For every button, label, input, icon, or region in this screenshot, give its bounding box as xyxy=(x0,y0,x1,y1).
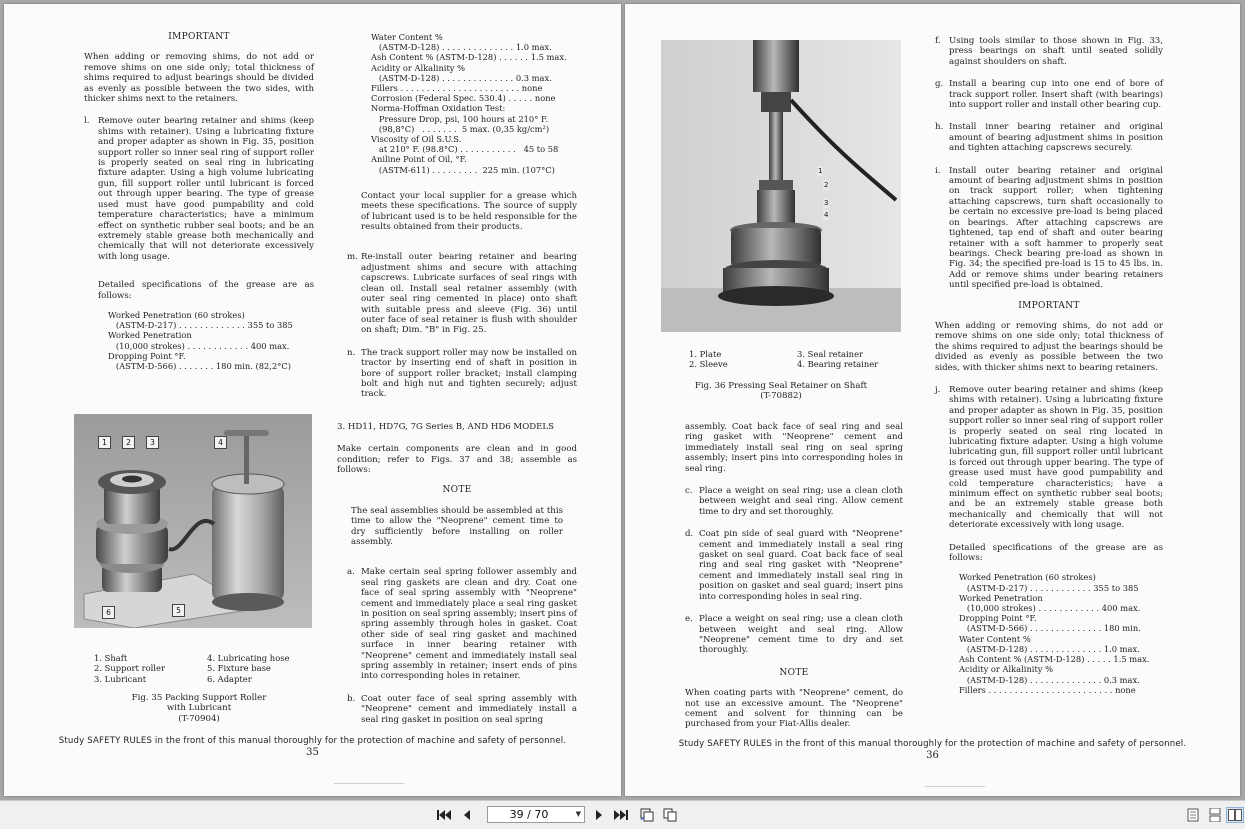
step-text: Remove outer bearing retainer and shims (keep shims with retainer). Using a lubricating fixture and proper adapter as shown in Fig. 35, position support roller so inner seal ring of support roller is properly seated on seal ring in lubricating fixture adapter. Using a high volume lubricating gun, fill support roller until lubricant is forced out through upper bearing. The type of grease used must have good pumpability and cold temperature characteristics; have a minimum effect on synthetic rubber seal boots; and be an extremely stable grease both mechanically and chemically that will not deteriorate excessively with long usage. xyxy=(98,116,314,262)
two-page-view-button[interactable] xyxy=(1226,807,1244,823)
legend-item: 5. Fixture base xyxy=(207,663,271,674)
continuous-page-icon xyxy=(1209,808,1221,822)
continuous-view-button[interactable] xyxy=(1206,807,1224,823)
prev-page-icon xyxy=(463,809,471,821)
legend-item: 6. Adapter xyxy=(207,673,252,684)
fit-page-button[interactable] xyxy=(638,807,656,823)
step-a: a. Make certain seal spring follower assembly and seal ring gaskets are clean and dry. Coat one face of seal spring assembly with "Neoprene" cement and immediately place a seal ring gasket in position on seal spring assembly; insert pins of spring assembly through holes in gasket. Coat other side of seal ring gasket and machined surface in inner bearing retainer with "Neoprene" cement and immediately install seal spring assembly in retainer; insert ends of pins into corresponding holes in retainer. xyxy=(347,567,577,682)
important-text: When adding or removing shims, do not add or remove shims on one side only; total thickness of the shims required to adjust the bearings should be divided as evenly as possible between the two sides, with thicker shims next to bearing retainers. xyxy=(935,320,1163,373)
fig35-photo xyxy=(74,414,312,628)
next-page-button[interactable] xyxy=(590,807,608,823)
step-m: m. Re-install outer bearing retainer and bearing adjustment shims and secure with attaching capscrews. Lubricate surfaces of seal rings with clean oil. Install seal retainer assembly (with outer seal ring cemented in place) onto shaft with suitable press and sleeve (Fig. 36) until outer face of seal retainer is flush with shoulder on shaft; Dim. "B" in Fig. 25. xyxy=(347,252,577,336)
fig36-caption: Fig. 36 Pressing Seal Retainer on Shaft (T-70882) xyxy=(694,381,868,402)
step-label: l. xyxy=(84,116,90,127)
fig35-callout-4: 4 xyxy=(214,436,227,449)
copy-button[interactable] xyxy=(661,807,679,823)
fig36-callout-3: 3 xyxy=(824,199,829,207)
grease-specs: Worked Penetration (60 strokes) (ASTM-D-217) . . . . . . . . . . . . 355 to 385 Worked Penetration (10,000 strokes) . . . . . . . . . . . . 400 max. Dropping Point °F. (ASTM-D-566) . . . . . . . . . . . . . . 180 min. Water Content % (ASTM-D-128) . . . . . . . . . . . . . . 1.0 max. Ash Content % (ASTM-D-128) . . . . . 1.5 max. Acidity or Alkalinity % (ASTM-D-128) . . . . . . . . . . . . . . 0.3 max. Fillers . . . . . . . . . . . . . . . . . . . . . . . . none xyxy=(959,572,1150,695)
last-page-icon xyxy=(614,809,628,821)
fig35-callout-5: 5 xyxy=(172,604,185,617)
fig36-legend: 1. Plate 3. Seal retainer 2. Sleeve 4. Bearing retainer xyxy=(689,349,879,370)
step-h: h. Install inner bearing retainer and original amount of bearing adjustment shims in position and tighten attaching capscrews securely. xyxy=(935,122,1163,154)
legend-item: 2. Support roller xyxy=(94,663,165,674)
continued-text: assembly. Coat back face of seal ring and seal ring gasket with "Neoprene" cement and immediately install seal ring on seal spring assembly; insert pins into corresponding holes in seal ring. xyxy=(685,422,903,474)
page-selector[interactable] xyxy=(487,806,585,823)
bottom-rule xyxy=(925,786,985,787)
section-text: Make certain components are clean and in good condition; refer to Figs. 37 and 38; assemble as follows: xyxy=(337,444,577,475)
note-heading: NOTE xyxy=(779,667,809,678)
spec-intro: Detailed specifications of the grease are as follows: xyxy=(949,542,1163,564)
step-b: b. Coat outer face of seal spring assembly with "Neoprene" cement and immediately install a seal ring gasket in position on seal spring xyxy=(347,693,577,725)
step-c: c. Place a weight on seal ring; use a clean cloth between weight and seal ring. Allow cement time to dry and set thoroughly. xyxy=(685,486,903,517)
note-text: When coating parts with "Neoprene" cement, do not use an excessive amount. The "Neoprene" cement and solvent for thinning can be purchased from your Fiat-Allis dealer. xyxy=(685,688,903,730)
important-heading: IMPORTANT xyxy=(1018,300,1080,311)
legend-item: 4. Lubricating hose xyxy=(207,653,290,663)
bottom-rule xyxy=(334,783,404,784)
page-36 xyxy=(625,4,1240,796)
important-heading: IMPORTANT xyxy=(168,32,230,42)
fig35-legend xyxy=(94,653,314,684)
step-e: e. Place a weight on seal ring; use a clean cloth between weight and seal ring. Allow "Neoprene" cement time to dry and set thoroughly. xyxy=(685,614,903,656)
single-page-view-button[interactable] xyxy=(1184,807,1202,823)
left-col-2 xyxy=(337,32,577,725)
page-number: 36 xyxy=(926,750,939,761)
chevron-down-icon: ▼ xyxy=(575,810,581,818)
section-heading: 3. HD11, HD7G, 7G Series B, AND HD6 MODELS xyxy=(337,421,555,432)
step-g: g. Install a bearing cup into one end of bore of track support roller. Insert shaft (with bearings) into support roller and install other bearing cup. xyxy=(935,79,1163,111)
note-heading: NOTE xyxy=(442,485,472,496)
prev-page-button[interactable] xyxy=(458,807,476,823)
fig36-illustration xyxy=(661,40,901,332)
fig36-photo xyxy=(661,40,901,332)
first-page-icon xyxy=(437,809,451,821)
page-35 xyxy=(4,4,621,796)
left-col-1 xyxy=(84,32,314,371)
step-l xyxy=(84,116,314,262)
fig35-callout-6: 6 xyxy=(102,606,115,619)
step-d: d. Coat pin side of seal guard with "Neoprene" cement and immediately install a seal ring gasket on seal guard. Coat back face of seal ring and seal ring gasket with "Neoprene" cement and immediately install seal ring in position on gasket and seal guard; insert pins into corresponding holes in seal ring. xyxy=(685,529,903,602)
legend-item: 3. Lubricant xyxy=(94,673,147,684)
page-number: 35 xyxy=(306,747,319,758)
safety-footer: Study SAFETY RULES in the front of this manual thoroughly for the protection of machine and safety of personnel. xyxy=(58,736,567,746)
step-j: j. Remove outer bearing retainer and shims (keep shims with retainer). Using a lubricating fixture and proper adapter as shown in Fig. 35, position support roller so inner seal ring of support roller is properly seated on seal ring located in lubricating fixture adapter. Using a high volume lubricating gun, fill support roller until lubricant is forced out through upper bearing. The type of grease used must have good pumpability and cold temperature characteristics; have a minimum effect on synthetic rubber seal boots; and be an extremely stable grease both mechanically and chemically that will not deteriorate excessively with long usage. xyxy=(935,384,1163,531)
viewer-toolbar xyxy=(0,800,1245,829)
legend-item: 1. Shaft xyxy=(94,653,128,663)
safety-footer: Study SAFETY RULES in the front of this manual thoroughly for the protection of machine and safety of personnel. xyxy=(678,739,1187,749)
single-page-icon xyxy=(1187,808,1199,822)
two-page-icon xyxy=(1228,809,1242,821)
fig36-callout-2: 2 xyxy=(824,181,829,189)
fig36-callout-4: 4 xyxy=(824,211,829,219)
spec-intro: Detailed specifications of the grease are as follows: xyxy=(98,280,314,301)
important-text: When adding or removing shims, do not add or remove shims on one side only; total thickness of shims required to adjust bearings should be divided as evenly as possible between the two sides, with thicker shims next to the retainers. xyxy=(84,52,314,105)
step-f: f. Using tools similar to those shown in Fig. 33, press bearings on shaft until seated solidly against shoulders on shaft. xyxy=(935,36,1163,67)
copy-icon xyxy=(663,808,677,822)
note-text: The seal assemblies should be assembled at this time to allow the "Neoprene" cement time to dry sufficiently before installing on roller assembly. xyxy=(351,505,563,547)
next-page-icon xyxy=(595,809,603,821)
grease-specs-continued: Water Content % (ASTM-D-128) . . . . . . . . . . . . . . 1.0 max. Ash Content % (ASTM-D-128) . . . . . . 1.5 max. Acidity or Alkalinity % (ASTM-D-128) . . . . . . . . . . . . . . 0.3 max. Fillers . . . . . . . . . . . . . . . . . . . . . . . none Corrosion (Federal Spec. 530.4) . . . . . none Norma-Hoffman Oxidation Test: Pressure Drop, psi, 100 hours at 210° F. (98,8°C) . . . . . . . 5 max. (0,35 kg/cm²) Viscosity of Oil S.U.S. at 210° F. (98.8°C) . . . . . . . . . . . 45 to 58 Aniline Point of Oil, °F. (ASTM-611) . . . . . . . . . 225 min. (107°C) xyxy=(371,32,567,175)
first-page-button[interactable] xyxy=(435,807,453,823)
fig35-callout-2: 2 xyxy=(122,436,135,449)
fig35-callout-3: 3 xyxy=(146,436,159,449)
right-col-1 xyxy=(685,422,903,730)
grease-specs: Worked Penetration (60 strokes) (ASTM-D-217) . . . . . . . . . . . . . 355 to 385 Worked Penetration (10,000 strokes) . . . . . . . . . . . . 400 max. Dropping Point °F. (ASTM-D-566) . . . . . . . 180 min. (82,2°C) xyxy=(108,309,293,371)
fit-page-icon xyxy=(640,808,654,822)
step-n: n. The track support roller may now be installed on tractor by inserting end of shaft in position in bore of support roller bracket; install clamping bolt and high nut and tighten securely; adjust track. xyxy=(347,347,577,400)
contact-text: Contact your local supplier for a grease which meets these specifications. The source of supply of lubricant used is to be held responsible for the results obtained from their products. xyxy=(361,190,577,233)
fig35-callout-1: 1 xyxy=(98,436,111,449)
last-page-button[interactable] xyxy=(612,807,630,823)
fig36-callout-1: 1 xyxy=(818,167,823,175)
step-i: i. Install outer bearing retainer and original amount of bearing adjustment shims in position on track support roller; when tightening attaching capscrews, turn shaft occasionally to be certain no excessive pre-load is being placed on bearings. After attaching capscrews are tightened, tap end of shaft and outer bearing retainer with a soft hammer to properly seat bearings. Check bearing pre-load as shown in Fig. 34; the specified pre-load is 15 to 45 lbs. in. Add or remove shims under bearing retainers until specified pre-load is obtained. xyxy=(935,165,1163,291)
fig35-caption: Fig. 35 Packing Support Roller with Lubricant (T-70904) xyxy=(131,693,267,724)
right-col-2 xyxy=(935,36,1163,695)
page-indicator: 39 / 70 xyxy=(509,808,549,821)
